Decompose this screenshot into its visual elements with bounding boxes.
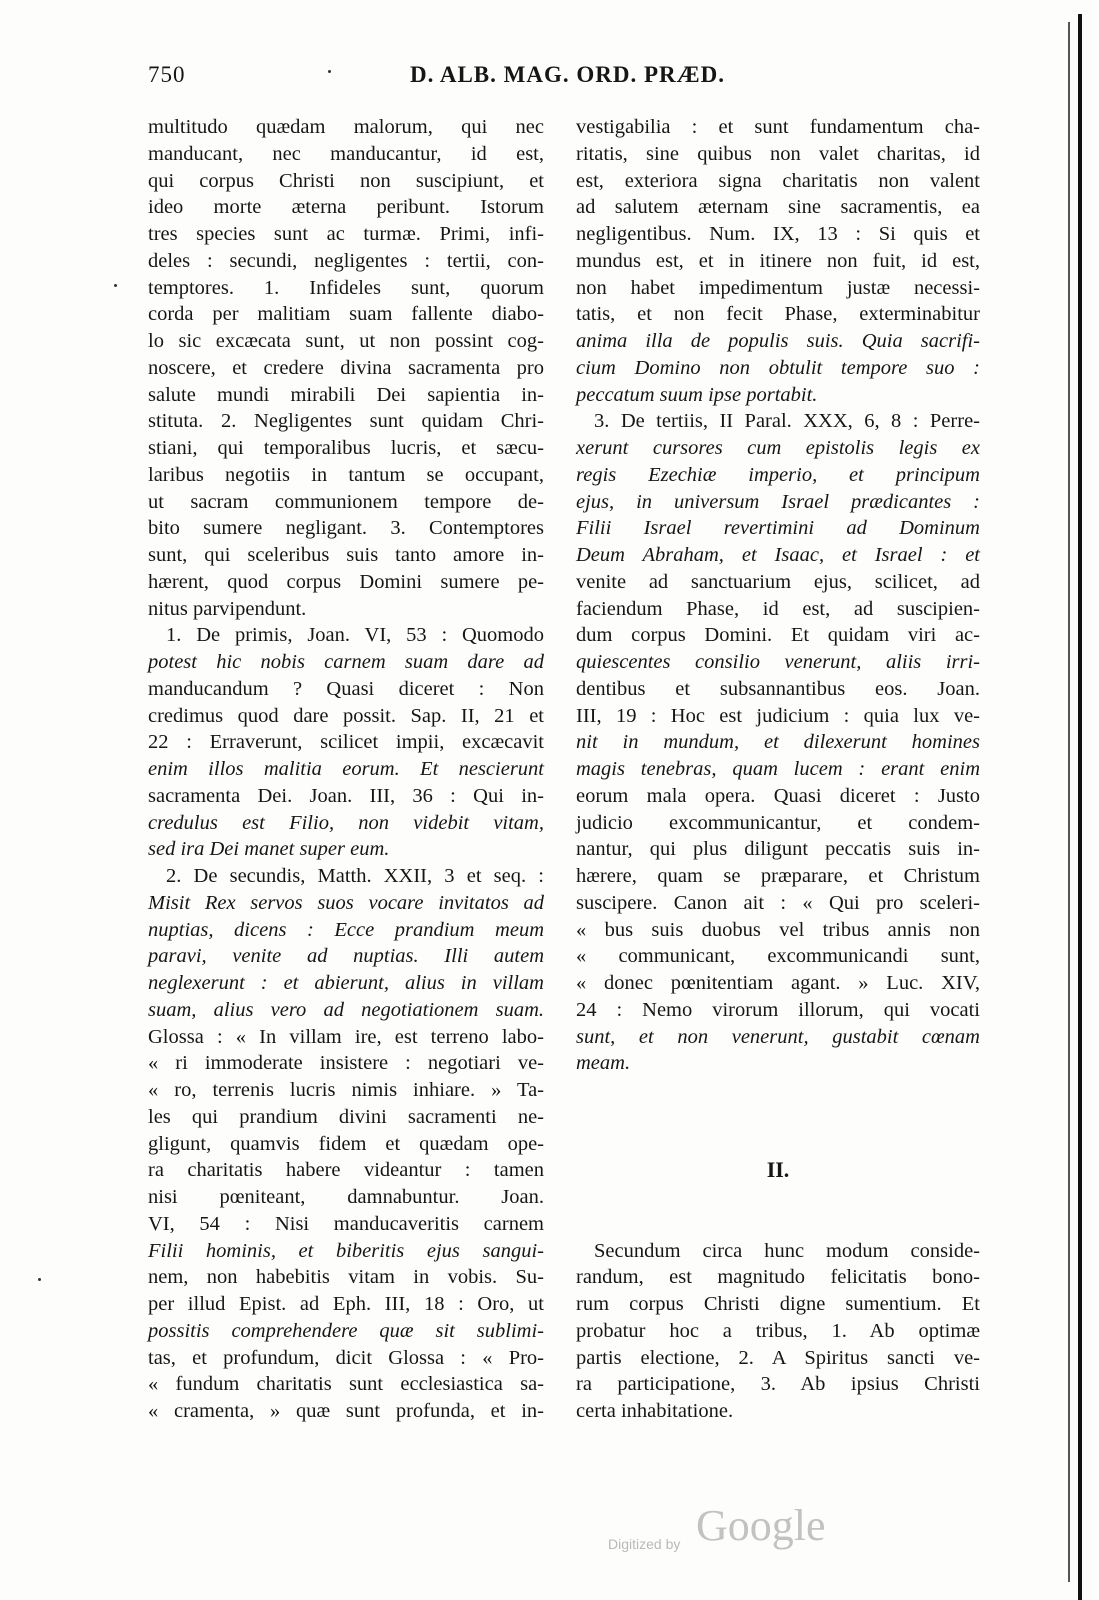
text-line: 1. De primis, Joan. VI, 53 : Quomodo [166,624,544,647]
text-line: stituta. 2. Negligentes sunt quidam Chri- [148,410,544,433]
text-line: corda per malitiam suam fallente diabo- [148,303,544,326]
text-line: Secundum circa hunc modum conside- [594,1239,980,1262]
text-line: temptores. 1. Infideles sunt, quorum [148,276,544,299]
page-edge-bar [1078,14,1082,1600]
text-line: vestigabilia : et sunt fundamentum cha- [576,116,980,138]
text-line: laribus negotiis in tantum se occupant, [148,463,544,486]
text-line: non habet impedimentum justæ necessi- [576,276,980,299]
text-line: ra charitatis habere videantur : tamen [148,1159,544,1182]
text-line: gligunt, quamvis fidem et quædam ope- [148,1132,544,1155]
text-line: probatur hoc a tribus, 1. Ab optimæ [576,1319,980,1342]
text-line: faciendum Phase, id est, ad suscipien- [576,597,980,620]
text-line: tas, et profundum, dicit Glossa : « Pro- [148,1346,544,1369]
text-line: credulus est Filio, non videbit vitam, [148,811,544,834]
text-line: multitudo quædam malorum, qui nec [148,116,544,138]
text-line: ut sacram communionem tempore de- [148,490,544,513]
text-line: « communicant, excommunicandi sunt, [576,945,980,968]
page-edge-line [1068,22,1070,1582]
text-line: peccatum suum ipse portabit. [576,383,818,406]
text-line: ideo morte æterna peribunt. Istorum [148,196,544,219]
text-line: dentibus et subsannantibus eos. Joan. [576,677,980,700]
text-line: deles : secundi, negligentes : tertii, con- [148,249,544,272]
text-line: magis tenebras, quam lucem : erant enim [576,758,980,780]
text-line: nem, non habebitis vitam in vobis. Su- [148,1266,544,1289]
text-line: neglexerunt : et abierunt, alius in villam [148,972,544,994]
text-line: 22 : Erraverunt, scilicet impii, excæcavit [148,731,544,754]
text-line: « cramenta, » quæ sunt profunda, et in- [148,1400,544,1422]
text-line: « ro, terrenis lucris nimis inhiare. » Ta- [148,1079,544,1101]
text-line: manducant, nec manducantur, id est, [148,142,544,165]
text-line: nantur, qui plus diligunt peccatis suis in- [576,838,980,861]
text-line: meam. [576,1052,631,1075]
text-line: VI, 54 : Nisi manducaveritis carnem [148,1212,544,1235]
page-number: 750 [148,62,186,87]
text-line: credimus quod dare possit. Sap. II, 21 et [148,704,544,727]
text-line: est, exteriora signa charitatis non valent [576,169,980,192]
text-line: qui corpus Christi non suscipiunt, et [148,169,544,192]
text-line [576,1104,980,1131]
text-line: anima illa de populis suis. Quia sacrifi- [576,330,980,352]
text-line: ra participatione, 3. Ab ipsius Christi [576,1373,980,1396]
text-line: quiescentes consilio venerunt, aliis irri- [576,651,980,673]
text-line: tres species sunt ac turmæ. Primi, infi- [148,223,544,245]
scan-speck [38,1278,41,1281]
text-line: stiani, qui temporalibus lucris, et sæcu- [148,437,544,459]
text-line: nisi pœniteant, damnabuntur. Joan. [148,1186,544,1208]
text-line [576,1131,980,1158]
text-line: nit in mundum, et dilexerunt homines [576,731,980,754]
text-line: negligentibus. Num. IX, 13 : Si quis et [576,223,980,245]
text-line: tatis, et non fecit Phase, exterminabitur [576,303,980,326]
text-line: venite ad sanctuarium ejus, scilicet, ad [576,570,980,593]
text-line: nitus parvipendunt. [148,597,307,620]
text-line: Deum Abraham, et Isaac, et Israel : et [576,544,980,566]
text-line [576,1184,980,1211]
text-line: Filii Israel revertimini ad Dominum [576,517,980,540]
scan-speck [114,284,117,287]
text-line: dum corpus Domini. Et quidam viri ac- [576,624,980,647]
text-line: potest hic nobis carnem suam dare ad [148,651,544,673]
text-line: lo sic excæcata sunt, ut non possint cog- [148,330,544,352]
text-line: ad salutem æternam sine sacramentis, ea [576,196,980,219]
text-line: 2. De secundis, Matth. XXII, 3 et seq. : [166,865,544,887]
text-line [576,1211,980,1238]
text-line: Misit Rex servos suos vocare invitatos ad [148,891,544,914]
text-line: regis Ezechiæ imperio, et principum [576,463,980,486]
google-logo: Google [696,1501,826,1550]
text-line: salute mundi mirabili Dei sapientia in- [148,383,544,406]
text-line: rum corpus Christi digne sumentium. Et [576,1293,980,1315]
text-line: « donec pœnitentiam agant. » Luc. XIV, [576,972,980,994]
text-line: Glossa : « In villam ire, est terreno labo- [148,1025,544,1048]
left-text-column [148,114,544,1425]
digitized-watermark [608,1500,868,1560]
text-line [576,1077,980,1104]
text-line: 3. De tertiis, II Paral. XXX, 6, 8 : Perre- [594,410,980,433]
text-line: xerunt cursores cum epistolis legis ex [576,437,980,459]
text-line: « fundum charitatis sunt ecclesiastica sa- [148,1373,544,1396]
text-line: partis electione, 2. A Spiritus sancti ve- [576,1346,980,1369]
text-line: Filii hominis, et biberitis ejus sangui- [148,1239,544,1262]
text-line: nuptias, dicens : Ecce prandium meum [148,918,544,941]
digitized-by-text: Digitized by [608,1536,681,1552]
right-text-column [576,114,980,1425]
text-line: hærere, quam se præparare, et Christum [576,865,980,887]
section-heading: II. [766,1157,790,1183]
text-line: sunt, qui sceleribus suis tanto amore in- [148,544,544,566]
text-line: ritatis, sine quibus non valet charitas, id [576,142,980,165]
text-line: judicio excommunicantur, et condem- [576,811,980,834]
text-line: noscere, et credere divina sacramenta pro [148,356,544,379]
text-line: ejus, in universum Israel prædicantes : [576,490,980,513]
text-line: III, 19 : Hoc est judicium : quia lux ve- [576,704,980,727]
page-header [148,62,988,94]
text-line: certa inhabitatione. [576,1400,734,1422]
text-line: sacramenta Dei. Joan. III, 36 : Qui in- [148,784,544,807]
text-line: cium Domino non obtulit tempore suo : [576,356,980,379]
text-line: sunt, et non venerunt, gustabit cœnam [576,1025,980,1048]
text-line: randum, est magnitudo felicitatis bono- [576,1266,980,1289]
text-line: possitis comprehendere quæ sit sublimi- [148,1319,544,1342]
text-line: per illud Epist. ad Eph. III, 18 : Oro, ut [148,1293,544,1315]
text-line: mundus est, et in itinere non fuit, id est, [576,249,980,272]
text-line: paravi, venite ad nuptias. Illi autem [148,945,544,968]
text-line: suam, alius vero ad negotiationem suam. [148,998,544,1021]
text-line: les qui prandium divini sacramenti ne- [148,1105,544,1128]
text-line: 24 : Nemo virorum illorum, qui vocati [576,998,980,1021]
scan-speck [328,70,331,73]
text-line: « ri immoderate insistere : negotiari ve- [148,1052,544,1075]
running-title: D. ALB. MAG. ORD. PRÆD. [410,62,725,87]
text-line: sed ira Dei manet super eum. [148,838,390,861]
text-line: eorum mala opera. Quasi diceret : Justo [576,784,980,807]
text-line: hærent, quod corpus Domini sumere pe- [148,570,544,593]
text-line: suscipere. Canon ait : « Qui pro sceleri- [576,891,980,914]
text-line: manducandum ? Quasi diceret : Non [148,677,544,700]
text-line: bito sumere negligant. 3. Contemptores [148,517,544,540]
text-line: enim illos malitia eorum. Et nescierunt [148,758,544,780]
text-line: « bus suis duobus vel tribus annis non [576,918,980,941]
